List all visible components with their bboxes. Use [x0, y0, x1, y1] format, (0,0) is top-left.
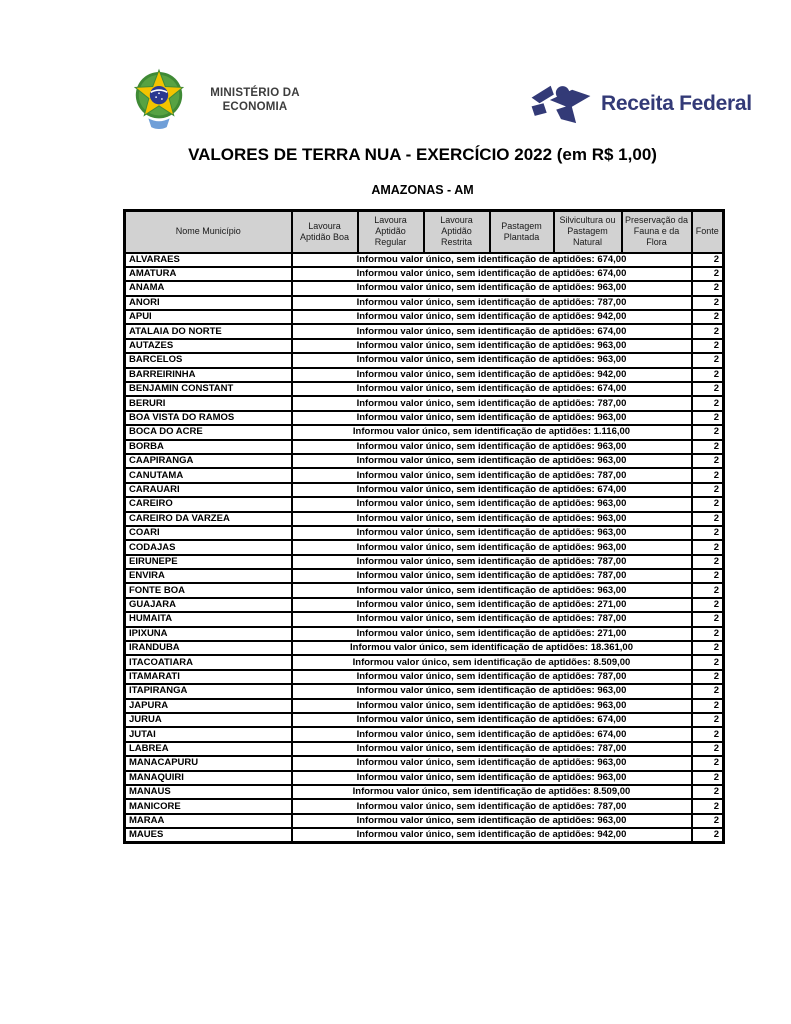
table-row: [125, 670, 724, 684]
ministry-name-line1: MINISTÉRIO DA: [210, 86, 300, 99]
value-note-cell: Informou valor único, sem identificação de aptidões: 271,00: [292, 627, 692, 641]
table-row: [125, 253, 724, 267]
fonte-cell: 2: [692, 526, 724, 540]
value-note-cell: Informou valor único, sem identificação de aptidões: 963,00: [292, 353, 692, 367]
table-row: [125, 727, 724, 741]
fonte-cell: 2: [692, 411, 724, 425]
ministry-name: [200, 86, 310, 115]
value-note-cell: Informou valor único, sem identificação de aptidões: 963,00: [292, 454, 692, 468]
municipality-cell: BARCELOS: [125, 353, 292, 367]
table-row: [125, 799, 724, 813]
fonte-cell: 2: [692, 497, 724, 511]
municipality-cell: MANAQUIRI: [125, 771, 292, 785]
fonte-cell: 2: [692, 396, 724, 410]
municipality-cell: BENJAMIN CONSTANT: [125, 382, 292, 396]
value-note-cell: Informou valor único, sem identificação de aptidões: 963,00: [292, 814, 692, 828]
municipality-cell: IRANDUBA: [125, 641, 292, 655]
column-header-6: Silvicultura ou Pastagem Natural: [554, 211, 622, 253]
column-header-3: Lavoura Aptidão Regular: [358, 211, 424, 253]
fonte-cell: 2: [692, 612, 724, 626]
value-note-cell: Informou valor único, sem identificação de aptidões: 674,00: [292, 382, 692, 396]
value-note-cell: Informou valor único, sem identificação de aptidões: 18.361,00: [292, 641, 692, 655]
column-header-7: Preservação da Fauna e da Flora: [622, 211, 692, 253]
receita-federal-logo-block: [530, 80, 752, 128]
value-note-cell: Informou valor único, sem identificação de aptidões: 674,00: [292, 267, 692, 281]
value-note-cell: Informou valor único, sem identificação de aptidões: 963,00: [292, 756, 692, 770]
municipality-cell: ANORI: [125, 296, 292, 310]
column-header-2: Lavoura Aptidão Boa: [292, 211, 358, 253]
value-note-cell: Informou valor único, sem identificação de aptidões: 787,00: [292, 670, 692, 684]
table-row: [125, 296, 724, 310]
municipality-cell: AMATURA: [125, 267, 292, 281]
fonte-cell: 2: [692, 454, 724, 468]
municipality-cell: BOA VISTA DO RAMOS: [125, 411, 292, 425]
table-row: [125, 339, 724, 353]
fonte-cell: 2: [692, 627, 724, 641]
fonte-cell: 2: [692, 583, 724, 597]
municipality-cell: JUTAI: [125, 727, 292, 741]
document-title: VALORES DE TERRA NUA - EXERCÍCIO 2022 (em R$ 1,00): [188, 145, 657, 164]
table-row: [125, 267, 724, 281]
table-row: [125, 785, 724, 799]
value-note-cell: Informou valor único, sem identificação de aptidões: 963,00: [292, 512, 692, 526]
value-note-cell: Informou valor único, sem identificação de aptidões: 674,00: [292, 483, 692, 497]
table-row: [125, 569, 724, 583]
municipality-cell: CAREIRO: [125, 497, 292, 511]
municipality-cell: MARAA: [125, 814, 292, 828]
value-note-cell: Informou valor único, sem identificação de aptidões: 787,00: [292, 555, 692, 569]
table-row: [125, 411, 724, 425]
fonte-cell: 2: [692, 468, 724, 482]
table-row: [125, 497, 724, 511]
municipality-cell: ITAPIRANGA: [125, 684, 292, 698]
value-note-cell: Informou valor único, sem identificação de aptidões: 942,00: [292, 368, 692, 382]
fonte-cell: 2: [692, 799, 724, 813]
fonte-cell: 2: [692, 540, 724, 554]
municipality-cell: BERURI: [125, 396, 292, 410]
municipality-cell: ANAMA: [125, 281, 292, 295]
fonte-cell: 2: [692, 727, 724, 741]
municipality-cell: ATALAIA DO NORTE: [125, 324, 292, 338]
fonte-cell: 2: [692, 655, 724, 669]
value-note-cell: Informou valor único, sem identificação de aptidões: 787,00: [292, 468, 692, 482]
value-note-cell: Informou valor único, sem identificação de aptidões: 963,00: [292, 771, 692, 785]
table-body: [125, 253, 724, 843]
municipality-cell: MAUES: [125, 828, 292, 843]
table-header-row: [125, 211, 724, 253]
land-values-table: [123, 209, 725, 844]
table-row: [125, 382, 724, 396]
value-note-cell: Informou valor único, sem identificação de aptidões: 942,00: [292, 310, 692, 324]
municipality-cell: MANAUS: [125, 785, 292, 799]
table-row: [125, 742, 724, 756]
table-row: [125, 713, 724, 727]
municipality-cell: ITACOATIARA: [125, 655, 292, 669]
value-note-cell: Informou valor único, sem identificação de aptidões: 963,00: [292, 281, 692, 295]
value-note-cell: Informou valor único, sem identificação de aptidões: 8.509,00: [292, 785, 692, 799]
ministry-name-line2: ECONOMIA: [222, 101, 288, 113]
table-row: [125, 512, 724, 526]
table-row: [125, 699, 724, 713]
municipality-cell: CAAPIRANGA: [125, 454, 292, 468]
table-row: [125, 583, 724, 597]
municipality-cell: CANUTAMA: [125, 468, 292, 482]
table-row: [125, 540, 724, 554]
column-header-1: Nome Município: [125, 211, 292, 253]
fonte-cell: 2: [692, 353, 724, 367]
table-row: [125, 368, 724, 382]
column-header-5: Pastagem Plantada: [490, 211, 554, 253]
municipality-cell: CAREIRO DA VARZEA: [125, 512, 292, 526]
value-note-cell: Informou valor único, sem identificação de aptidões: 963,00: [292, 684, 692, 698]
fonte-cell: 2: [692, 569, 724, 583]
fonte-cell: 2: [692, 382, 724, 396]
value-note-cell: Informou valor único, sem identificação de aptidões: 787,00: [292, 396, 692, 410]
fonte-cell: 2: [692, 324, 724, 338]
table-row: [125, 281, 724, 295]
table-row: [125, 555, 724, 569]
fonte-cell: 2: [692, 253, 724, 267]
municipality-cell: FONTE BOA: [125, 583, 292, 597]
brazil-coat-of-arms-icon: [130, 68, 188, 132]
fonte-cell: 2: [692, 296, 724, 310]
table-row: [125, 612, 724, 626]
value-note-cell: Informou valor único, sem identificação de aptidões: 963,00: [292, 699, 692, 713]
table-row: [125, 440, 724, 454]
table-row: [125, 483, 724, 497]
fonte-cell: 2: [692, 339, 724, 353]
value-note-cell: Informou valor único, sem identificação de aptidões: 787,00: [292, 612, 692, 626]
municipality-cell: LABREA: [125, 742, 292, 756]
table-row: [125, 771, 724, 785]
fonte-cell: 2: [692, 641, 724, 655]
table-row: [125, 655, 724, 669]
value-note-cell: Informou valor único, sem identificação de aptidões: 787,00: [292, 296, 692, 310]
receita-federal-mark-icon: [530, 80, 592, 128]
value-note-cell: Informou valor único, sem identificação de aptidões: 963,00: [292, 526, 692, 540]
value-note-cell: Informou valor único, sem identificação de aptidões: 963,00: [292, 540, 692, 554]
value-note-cell: Informou valor único, sem identificação de aptidões: 787,00: [292, 569, 692, 583]
municipality-cell: MANACAPURU: [125, 756, 292, 770]
municipality-cell: ALVARAES: [125, 253, 292, 267]
table-row: [125, 756, 724, 770]
fonte-cell: 2: [692, 555, 724, 569]
table-row: [125, 526, 724, 540]
municipality-cell: ITAMARATI: [125, 670, 292, 684]
municipality-cell: ENVIRA: [125, 569, 292, 583]
value-note-cell: Informou valor único, sem identificação de aptidões: 963,00: [292, 583, 692, 597]
state-subtitle: AMAZONAS - AM: [371, 183, 474, 197]
table-row: [125, 396, 724, 410]
fonte-cell: 2: [692, 742, 724, 756]
value-note-cell: Informou valor único, sem identificação de aptidões: 787,00: [292, 799, 692, 813]
fonte-cell: 2: [692, 310, 724, 324]
column-header-4: Lavoura Aptidão Restrita: [424, 211, 490, 253]
fonte-cell: 2: [692, 771, 724, 785]
municipality-cell: BOCA DO ACRE: [125, 425, 292, 439]
table-row: [125, 641, 724, 655]
municipality-cell: GUAJARA: [125, 598, 292, 612]
municipality-cell: AUTAZES: [125, 339, 292, 353]
municipality-cell: COARI: [125, 526, 292, 540]
municipality-cell: IPIXUNA: [125, 627, 292, 641]
fonte-cell: 2: [692, 440, 724, 454]
value-note-cell: Informou valor único, sem identificação de aptidões: 271,00: [292, 598, 692, 612]
fonte-cell: 2: [692, 425, 724, 439]
fonte-cell: 2: [692, 483, 724, 497]
municipality-cell: BORBA: [125, 440, 292, 454]
municipality-cell: JAPURA: [125, 699, 292, 713]
fonte-cell: 2: [692, 785, 724, 799]
column-header-8: Fonte: [692, 211, 724, 253]
municipality-cell: CODAJAS: [125, 540, 292, 554]
value-note-cell: Informou valor único, sem identificação de aptidões: 963,00: [292, 339, 692, 353]
table-row: [125, 828, 724, 843]
fonte-cell: 2: [692, 281, 724, 295]
fonte-cell: 2: [692, 598, 724, 612]
fonte-cell: 2: [692, 814, 724, 828]
value-note-cell: Informou valor único, sem identificação de aptidões: 1.116,00: [292, 425, 692, 439]
table-row: [125, 324, 724, 338]
value-note-cell: Informou valor único, sem identificação de aptidões: 674,00: [292, 727, 692, 741]
table-row: [125, 310, 724, 324]
table-row: [125, 598, 724, 612]
table-row: [125, 454, 724, 468]
value-note-cell: Informou valor único, sem identificação de aptidões: 674,00: [292, 324, 692, 338]
table-header: [125, 211, 724, 253]
table-row: [125, 684, 724, 698]
fonte-cell: 2: [692, 684, 724, 698]
municipality-cell: CARAUARI: [125, 483, 292, 497]
value-note-cell: Informou valor único, sem identificação de aptidões: 787,00: [292, 742, 692, 756]
fonte-cell: 2: [692, 267, 724, 281]
fonte-cell: 2: [692, 699, 724, 713]
value-note-cell: Informou valor único, sem identificação de aptidões: 963,00: [292, 440, 692, 454]
table-row: [125, 353, 724, 367]
fonte-cell: 2: [692, 512, 724, 526]
value-note-cell: Informou valor único, sem identificação de aptidões: 674,00: [292, 713, 692, 727]
table-row: [125, 468, 724, 482]
fonte-cell: 2: [692, 368, 724, 382]
ministry-logo-block: [130, 68, 310, 132]
municipality-cell: HUMAITA: [125, 612, 292, 626]
value-note-cell: Informou valor único, sem identificação de aptidões: 942,00: [292, 828, 692, 843]
municipality-cell: MANICORE: [125, 799, 292, 813]
municipality-cell: APUI: [125, 310, 292, 324]
value-note-cell: Informou valor único, sem identificação de aptidões: 963,00: [292, 411, 692, 425]
table-row: [125, 814, 724, 828]
municipality-cell: EIRUNEPE: [125, 555, 292, 569]
fonte-cell: 2: [692, 713, 724, 727]
value-note-cell: Informou valor único, sem identificação de aptidões: 674,00: [292, 253, 692, 267]
receita-federal-wordmark: Receita Federal: [601, 92, 752, 115]
fonte-cell: 2: [692, 756, 724, 770]
fonte-cell: 2: [692, 670, 724, 684]
table-row: [125, 425, 724, 439]
fonte-cell: 2: [692, 828, 724, 843]
table-row: [125, 627, 724, 641]
value-note-cell: Informou valor único, sem identificação de aptidões: 8.509,00: [292, 655, 692, 669]
municipality-cell: JURUA: [125, 713, 292, 727]
value-note-cell: Informou valor único, sem identificação de aptidões: 963,00: [292, 497, 692, 511]
municipality-cell: BARREIRINHA: [125, 368, 292, 382]
